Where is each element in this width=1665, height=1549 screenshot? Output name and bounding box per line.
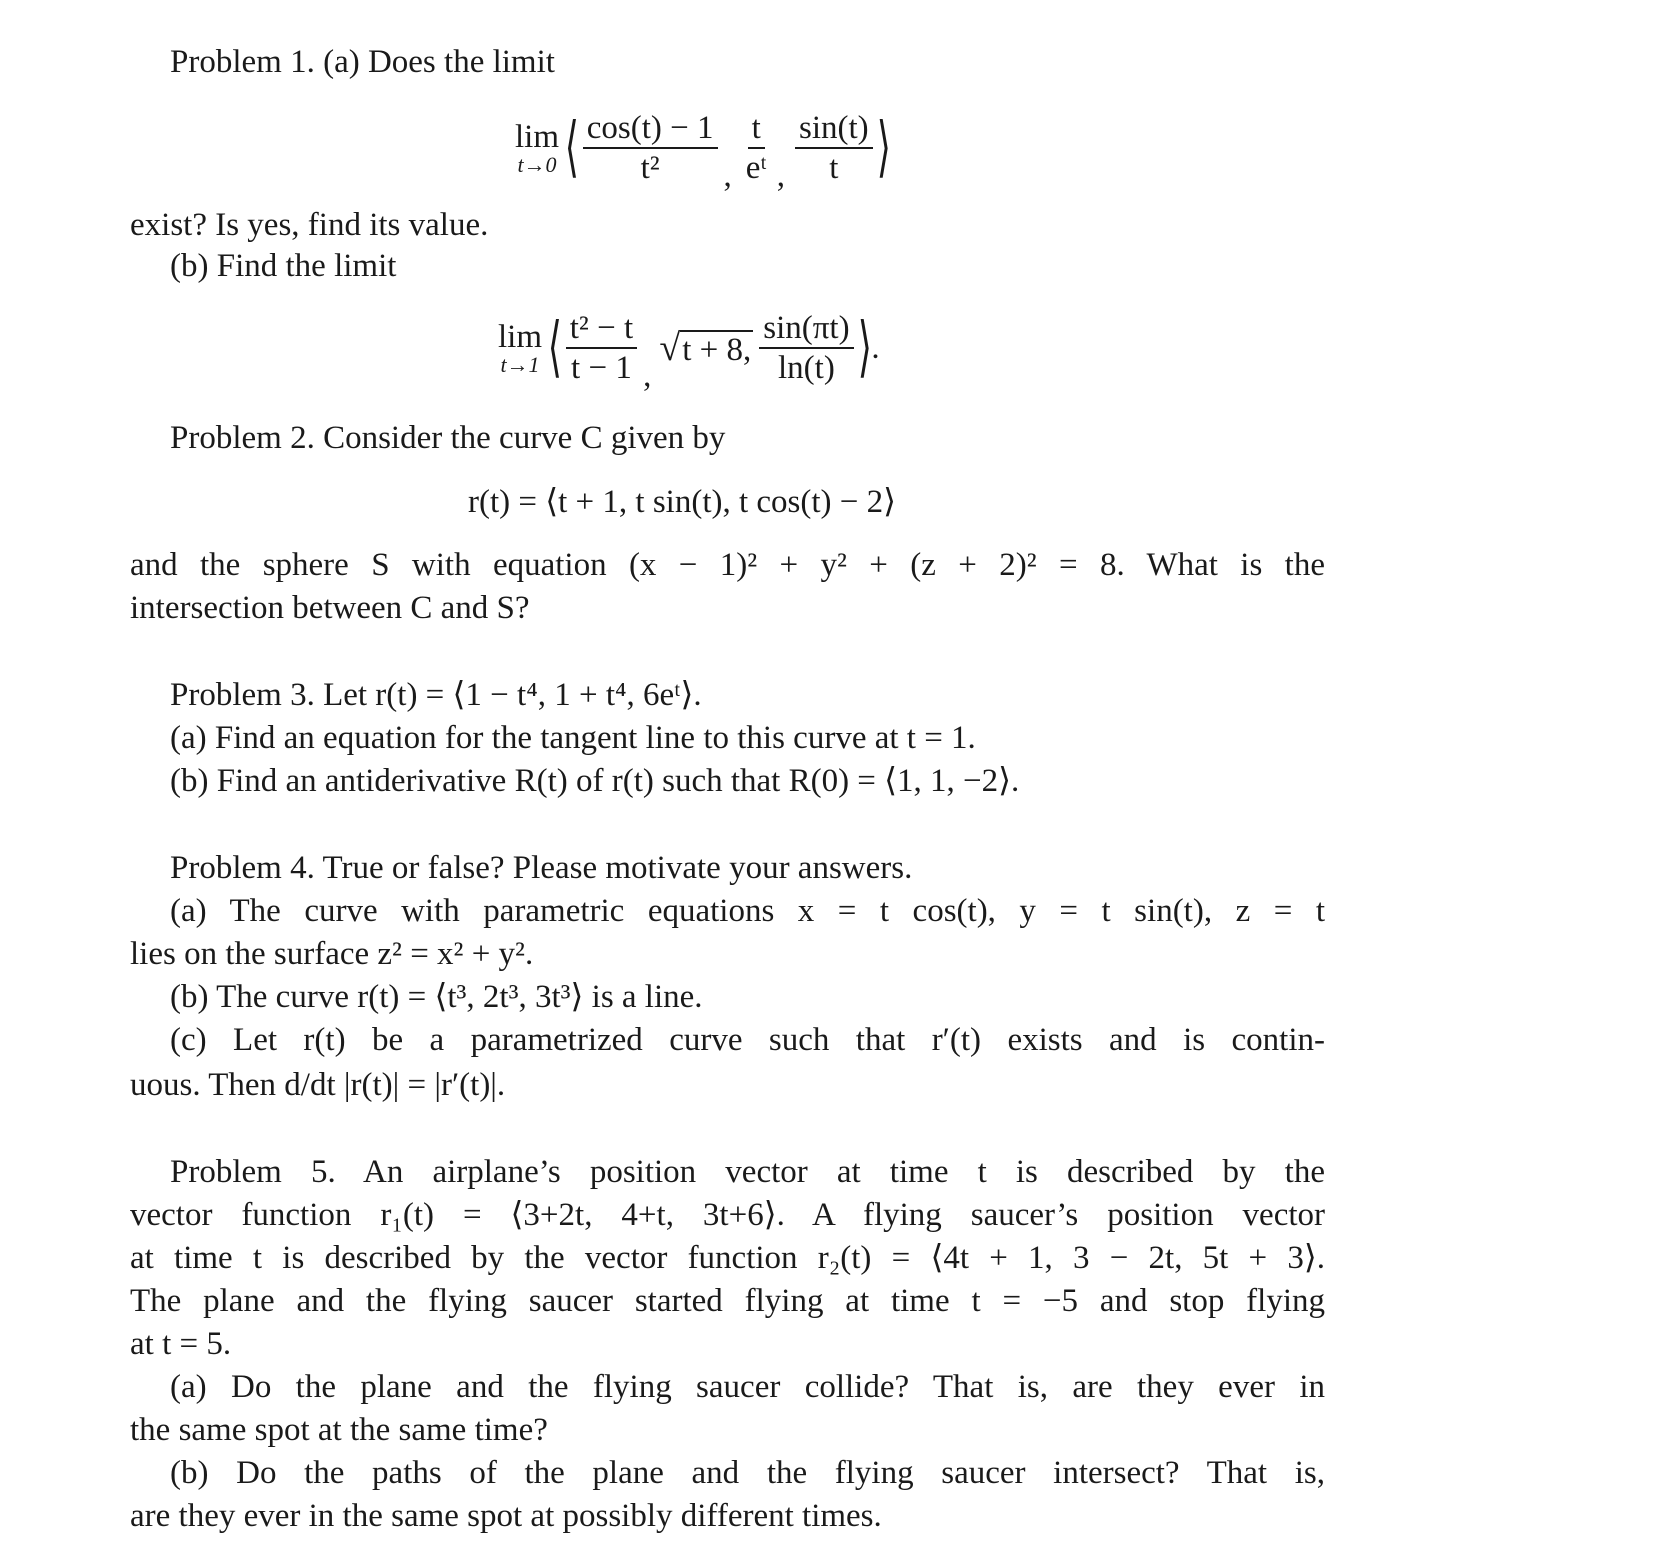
left-angle-bracket: ⟨	[547, 311, 562, 384]
fraction-cos: $\frac{\cos(t) - 1}{\text{t²}}$	[583, 109, 718, 187]
problem-5-line-5: at t = 5.	[130, 1326, 232, 1362]
problem-5-line-2: vector function r₁(t) = ⟨3+2t, 4+t, 3t+6⟩. A flying saucer’s position vector	[130, 1197, 1325, 1233]
problem-2-line-2: intersection between C and S?	[130, 590, 530, 626]
problem-3-heading: Problem 3. Let r(t) = ⟨1 − t⁴, 1 + t⁴, 6eᵗ⟩.	[170, 677, 702, 713]
right-angle-bracket: ⟩	[876, 111, 891, 184]
problem-4-heading: Problem 4. True or false? Please motivate your answers.	[170, 850, 913, 886]
limit-b-equation: lim t→1 ⟨ $\frac{\text{t² − t}}{t - 1}$ , √ t + 8, $\frac{\sin(\pi t)}{\ln(t)}$ ⟩ .	[498, 310, 880, 394]
problem-4c-line-2: uous. Then d/dt |r(t)| = |r′(t)|.	[130, 1067, 506, 1103]
lim-operator-b: lim t→1	[498, 319, 543, 377]
problem-5-line-1: Problem 5. An airplane’s position vector at time t is described by the	[170, 1154, 1325, 1190]
problem-1-heading: Problem 1. (a) Does the limit	[170, 44, 555, 80]
problem-5a-line-1: (a) Do the plane and the flying saucer collide? That is, are they ever in	[170, 1369, 1325, 1405]
curve-equation: r(t) = ⟨t + 1, t sin(t), t cos(t) − 2⟩	[468, 484, 897, 520]
problem-5a-line-2: the same spot at the same time?	[130, 1412, 548, 1448]
problem-4c-line-1: (c) Let r(t) be a parametrized curve such that r′(t) exists and is contin-	[170, 1022, 1325, 1058]
period: .	[871, 329, 880, 366]
fraction-t-exp: $\frac{t}{\text{eᵗ}}$	[745, 110, 767, 186]
problem-5-line-3: at time t is described by the vector function r₂(t) = ⟨4t + 1, 3 − 2t, 5t + 3⟩.	[130, 1240, 1325, 1276]
fraction-t-squared: $\frac{\text{t² − t}}{t - 1}$	[566, 309, 637, 387]
problem-4a-line-2: lies on the surface z² = x² + y².	[130, 936, 534, 972]
left-angle-bracket: ⟨	[564, 111, 579, 184]
problem-3a: (a) Find an equation for the tangent line to this curve at t = 1.	[170, 720, 976, 756]
problem-4a-line-1: (a) The curve with parametric equations x = t cos(t), y = t sin(t), z = t	[170, 893, 1325, 929]
right-angle-bracket: ⟩	[857, 311, 872, 384]
fraction-sin-pi: $\frac{\sin(\pi t)}{\ln(t)}$	[759, 309, 853, 387]
problem-5b-line-1: (b) Do the paths of the plane and the flying saucer intersect? That is,	[170, 1455, 1325, 1491]
lim-operator-a: lim t→0	[515, 119, 560, 177]
limit-a-equation: lim t→0 ⟨ $\frac{\cos(t) - 1}{\text{t²}}$ , $\frac{t}{\text{eᵗ}}$ , $\frac{\sin(t)}{t}$ ⟩	[515, 110, 891, 194]
square-root: √ t + 8,	[659, 327, 752, 369]
problem-2-heading: Problem 2. Consider the curve C given by	[170, 420, 726, 456]
problem-5-line-4: The plane and the flying saucer started flying at time t = −5 and stop flying	[130, 1283, 1325, 1319]
problem-4b: (b) The curve r(t) = ⟨t³, 2t³, 3t³⟩ is a line.	[170, 979, 703, 1015]
fraction-sin: $\frac{\sin(t)}{t}$	[795, 109, 873, 187]
problem-2-line-1: and the sphere S with equation (x − 1)² + y² + (z + 2)² = 8. What is the	[130, 547, 1325, 583]
problem-1b-heading: (b) Find the limit	[170, 248, 397, 284]
problem-1a-tail: exist? Is yes, find its value.	[130, 207, 489, 243]
problem-3b: (b) Find an antiderivative R(t) of r(t) such that R(0) = ⟨1, 1, −2⟩.	[170, 763, 1020, 799]
problem-5b-line-2: are they ever in the same spot at possibly different times.	[130, 1498, 882, 1534]
